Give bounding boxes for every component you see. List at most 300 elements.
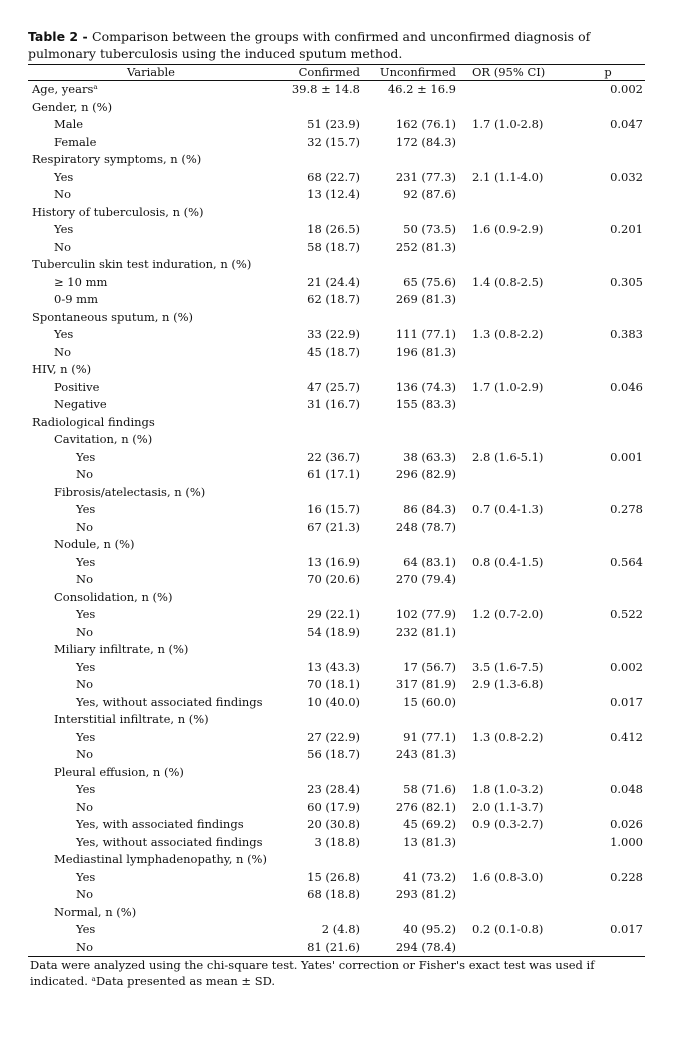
row-label: No (76, 887, 93, 901)
cell-p: 0.002 (610, 82, 643, 96)
cell-confirmed: 16 (15.7) (307, 502, 360, 516)
row-label: Respiratory symptoms, n (%) (32, 152, 202, 166)
table-row (28, 379, 645, 397)
table-row (28, 659, 645, 677)
header-unconfirmed: Unconfirmed (379, 65, 456, 79)
cell-p: 0.522 (610, 607, 643, 621)
row-label: Female (54, 134, 97, 149)
cell-unconfirmed (360, 431, 456, 449)
cell-unconfirmed (360, 484, 456, 502)
cell-p (561, 851, 645, 869)
cell-confirmed: 23 (28.4) (307, 782, 360, 796)
table-row (28, 151, 645, 169)
cell-or: 0.8 (0.4-1.5) (472, 554, 544, 569)
cell-unconfirmed: 46.2 ± 16.9 (387, 82, 456, 96)
cell-unconfirmed (360, 99, 456, 117)
row-label: Yes (76, 607, 96, 621)
row-label: HIV, n (%) (32, 362, 92, 376)
cell-unconfirmed: 41 (73.2) (403, 869, 456, 884)
cell-or: 2.9 (1.3-6.8) (472, 677, 544, 691)
table-row (28, 344, 645, 362)
cell-confirmed: 47 (25.7) (307, 379, 360, 394)
cell-p: 0.383 (610, 327, 643, 341)
cell-or (456, 886, 561, 904)
cell-unconfirmed (360, 904, 456, 922)
table-row (28, 764, 645, 782)
cell-confirmed (274, 641, 360, 659)
cell-or (456, 134, 561, 152)
row-label: Yes, without associated findings (76, 834, 263, 849)
row-label: No (54, 187, 71, 201)
cell-p (561, 711, 645, 729)
header-or: OR (95% CI) (472, 65, 546, 79)
cell-p (561, 344, 645, 362)
cell-or (456, 466, 561, 484)
cell-or (456, 239, 561, 257)
cell-confirmed: 68 (22.7) (307, 169, 360, 184)
cell-unconfirmed: 232 (81.1) (395, 624, 456, 639)
table-row (28, 606, 645, 624)
table-row (28, 239, 645, 257)
row-label: No (76, 519, 93, 534)
table-row (28, 396, 645, 414)
cell-confirmed: 81 (21.6) (307, 939, 360, 954)
cell-or: 2.1 (1.1-4.0) (472, 169, 544, 184)
table-row (28, 869, 645, 887)
header-row (28, 65, 645, 81)
table-row (28, 99, 645, 117)
header-p: p (604, 65, 612, 79)
row-label: Negative (54, 397, 107, 411)
cell-or (456, 81, 561, 99)
row-label: Nodule, n (%) (54, 537, 135, 551)
cell-p (561, 414, 645, 432)
row-label: Interstitial infiltrate, n (%) (54, 712, 209, 726)
cell-or (456, 186, 561, 204)
cell-unconfirmed: 248 (78.7) (395, 519, 456, 534)
cell-or: 0.7 (0.4-1.3) (472, 502, 544, 516)
cell-or (456, 151, 561, 169)
row-label: Fibrosis/atelectasis, n (%) (54, 484, 206, 499)
table-row (28, 81, 645, 99)
cell-unconfirmed: 243 (81.3) (395, 747, 456, 761)
cell-unconfirmed: 293 (81.2) (395, 887, 456, 901)
cell-p (561, 291, 645, 309)
cell-confirmed: 45 (18.7) (307, 344, 360, 359)
cell-confirmed (274, 851, 360, 869)
cell-unconfirmed: 92 (87.6) (403, 187, 456, 201)
cell-unconfirmed (360, 361, 456, 379)
row-label: 0-9 mm (54, 292, 98, 306)
cell-confirmed (274, 764, 360, 782)
cell-confirmed: 56 (18.7) (307, 747, 360, 761)
row-label: Cavitation, n (%) (54, 432, 153, 446)
row-label: Age, yearsᵃ (32, 82, 98, 96)
row-label: No (76, 677, 93, 691)
cell-unconfirmed (360, 851, 456, 869)
table-row (28, 274, 645, 292)
table-row (28, 309, 645, 327)
cell-p: 0.017 (610, 922, 643, 936)
row-label: Pleural effusion, n (%) (54, 764, 184, 779)
row-label: Yes (76, 659, 96, 674)
row-label: Yes (76, 502, 96, 516)
cell-p (561, 519, 645, 537)
cell-confirmed (274, 414, 360, 432)
table-row (28, 449, 645, 467)
table-row (28, 799, 645, 817)
cell-p (561, 746, 645, 764)
cell-or (456, 484, 561, 502)
table-row (28, 326, 645, 344)
cell-p (561, 571, 645, 589)
cell-or (456, 939, 561, 957)
row-label: Consolidation, n (%) (54, 589, 173, 604)
table-row (28, 256, 645, 274)
table-row (28, 466, 645, 484)
header-confirmed: Confirmed (298, 65, 360, 79)
table-row (28, 886, 645, 904)
table-row (28, 414, 645, 432)
cell-unconfirmed: 162 (76.1) (395, 117, 456, 131)
row-label: Yes (76, 729, 96, 744)
cell-or: 2.8 (1.6-5.1) (472, 449, 544, 464)
cell-unconfirmed: 276 (82.1) (395, 799, 456, 814)
cell-confirmed (274, 309, 360, 327)
cell-unconfirmed: 38 (63.3) (403, 449, 456, 464)
cell-or (456, 396, 561, 414)
cell-confirmed: 27 (22.9) (307, 729, 360, 744)
cell-confirmed: 13 (43.3) (307, 659, 360, 674)
cell-or: 1.7 (1.0-2.8) (472, 117, 544, 131)
cell-or (456, 344, 561, 362)
cell-p (561, 99, 645, 117)
cell-p (561, 624, 645, 642)
row-label: Tuberculin skin test induration, n (%) (32, 257, 252, 271)
cell-confirmed (274, 256, 360, 274)
cell-unconfirmed (360, 589, 456, 607)
cell-unconfirmed: 17 (56.7) (403, 659, 456, 674)
row-label: Gender, n (%) (32, 99, 113, 114)
cell-p (561, 466, 645, 484)
table-row (28, 676, 645, 694)
cell-confirmed (274, 536, 360, 554)
cell-unconfirmed: 317 (81.9) (395, 677, 456, 691)
cell-p (561, 886, 645, 904)
cell-p (561, 361, 645, 379)
cell-p: 0.046 (610, 379, 643, 394)
cell-or (456, 851, 561, 869)
cell-p (561, 256, 645, 274)
row-label: Positive (54, 379, 100, 394)
table-row (28, 781, 645, 799)
data-table (28, 65, 645, 956)
cell-unconfirmed: 252 (81.3) (395, 239, 456, 254)
cell-unconfirmed: 102 (77.9) (395, 607, 456, 621)
cell-confirmed: 31 (16.7) (307, 397, 360, 411)
row-label: Spontaneous sputum, n (%) (32, 309, 194, 324)
cell-unconfirmed (360, 414, 456, 432)
cell-or: 2.0 (1.1-3.7) (472, 799, 544, 814)
cell-confirmed (274, 361, 360, 379)
row-label: Yes (54, 327, 74, 341)
row-label: Yes, without associated findings (76, 694, 263, 709)
table-row (28, 624, 645, 642)
row-label: No (54, 239, 71, 254)
table-row (28, 221, 645, 239)
cell-or (456, 431, 561, 449)
cell-or: 1.6 (0.9-2.9) (472, 222, 544, 236)
row-label: Male (54, 117, 84, 131)
cell-or: 1.3 (0.8-2.2) (472, 327, 544, 341)
table-row (28, 834, 645, 852)
cell-confirmed: 21 (24.4) (307, 274, 360, 289)
table-footnote: Data were analyzed using the chi-square test. Yates' correction or Fisher's exact test was used if indicated. ᵃData presented as mean ± SD. (30, 958, 595, 988)
cell-unconfirmed: 45 (69.2) (403, 817, 456, 831)
cell-unconfirmed (360, 204, 456, 222)
table-row (28, 939, 645, 957)
cell-unconfirmed (360, 641, 456, 659)
cell-p (561, 939, 645, 957)
cell-unconfirmed: 270 (79.4) (395, 572, 456, 586)
row-label: Yes, with associated findings (76, 817, 244, 831)
cell-unconfirmed: 136 (74.3) (395, 379, 456, 394)
cell-or: 1.7 (1.0-2.9) (472, 379, 544, 394)
cell-p: 0.002 (610, 659, 643, 674)
cell-p: 1.000 (610, 834, 643, 849)
cell-or: 1.8 (1.0-3.2) (472, 782, 544, 796)
table-row (28, 816, 645, 834)
cell-confirmed: 10 (40.0) (307, 694, 360, 709)
row-label: No (76, 747, 93, 761)
cell-or (456, 519, 561, 537)
table-row (28, 641, 645, 659)
cell-confirmed: 70 (18.1) (307, 677, 360, 691)
cell-unconfirmed: 13 (81.3) (403, 834, 456, 849)
cell-unconfirmed: 269 (81.3) (395, 292, 456, 306)
cell-or (456, 711, 561, 729)
table-document (28, 28, 645, 989)
cell-confirmed: 39.8 ± 14.8 (291, 82, 360, 96)
table-row (28, 501, 645, 519)
row-label: No (76, 624, 93, 639)
cell-confirmed: 33 (22.9) (307, 327, 360, 341)
cell-unconfirmed: 64 (83.1) (403, 554, 456, 569)
cell-unconfirmed: 172 (84.3) (395, 134, 456, 149)
cell-unconfirmed: 15 (60.0) (403, 694, 456, 709)
row-label: No (76, 939, 93, 954)
row-label: ≥ 10 mm (54, 274, 108, 289)
table-row (28, 204, 645, 222)
cell-p (561, 764, 645, 782)
cell-p (561, 431, 645, 449)
row-label: No (76, 467, 93, 481)
cell-or: 3.5 (1.6-7.5) (472, 659, 544, 674)
cell-confirmed (274, 204, 360, 222)
cell-confirmed: 3 (18.8) (314, 834, 360, 849)
table-row (28, 186, 645, 204)
table-caption (28, 28, 645, 62)
cell-p (561, 204, 645, 222)
cell-or (456, 291, 561, 309)
cell-confirmed (274, 151, 360, 169)
cell-p: 0.026 (610, 817, 643, 831)
table-row (28, 134, 645, 152)
table-row (28, 169, 645, 187)
cell-confirmed: 13 (12.4) (307, 187, 360, 201)
cell-unconfirmed: 65 (75.6) (403, 274, 456, 289)
table-row (28, 291, 645, 309)
cell-confirmed: 62 (18.7) (307, 292, 360, 306)
cell-p: 0.017 (610, 694, 643, 709)
table-row (28, 519, 645, 537)
cell-unconfirmed (360, 764, 456, 782)
cell-confirmed: 60 (17.9) (307, 799, 360, 814)
table-row (28, 921, 645, 939)
row-label: Yes (54, 222, 74, 236)
cell-confirmed: 15 (26.8) (307, 869, 360, 884)
cell-p: 0.047 (610, 117, 643, 131)
cell-p (561, 309, 645, 327)
row-label: Yes (76, 869, 96, 884)
cell-unconfirmed: 111 (77.1) (395, 327, 456, 341)
cell-p (561, 536, 645, 554)
cell-or (456, 624, 561, 642)
cell-p: 0.001 (610, 449, 643, 464)
cell-p (561, 484, 645, 502)
row-label: No (76, 572, 93, 586)
cell-or (456, 641, 561, 659)
cell-confirmed (274, 431, 360, 449)
cell-p: 0.412 (610, 729, 643, 744)
row-label: Normal, n (%) (54, 904, 137, 919)
table-row (28, 484, 645, 502)
cell-or: 0.2 (0.1-0.8) (472, 922, 544, 936)
cell-confirmed: 54 (18.9) (307, 624, 360, 639)
cell-confirmed: 29 (22.1) (307, 607, 360, 621)
cell-confirmed: 18 (26.5) (307, 222, 360, 236)
cell-or: 1.2 (0.7-2.0) (472, 607, 544, 621)
cell-confirmed (274, 904, 360, 922)
header-variable: Variable (127, 65, 175, 79)
table-row (28, 694, 645, 712)
cell-unconfirmed: 294 (78.4) (395, 939, 456, 954)
cell-or (456, 256, 561, 274)
cell-p: 0.305 (610, 274, 643, 289)
cell-or (456, 589, 561, 607)
cell-confirmed (274, 589, 360, 607)
cell-unconfirmed (360, 711, 456, 729)
cell-confirmed: 61 (17.1) (307, 467, 360, 481)
row-label: Yes (76, 922, 96, 936)
cell-or (456, 99, 561, 117)
cell-unconfirmed (360, 536, 456, 554)
cell-confirmed: 68 (18.8) (307, 887, 360, 901)
table-row (28, 711, 645, 729)
cell-unconfirmed: 155 (83.3) (395, 397, 456, 411)
cell-confirmed (274, 99, 360, 117)
cell-confirmed: 20 (30.8) (307, 817, 360, 831)
table-row (28, 536, 645, 554)
cell-or (456, 764, 561, 782)
table-row (28, 361, 645, 379)
cell-unconfirmed: 296 (82.9) (395, 467, 456, 481)
row-label: Miliary infiltrate, n (%) (54, 642, 189, 656)
cell-unconfirmed: 86 (84.3) (403, 502, 456, 516)
cell-or (456, 746, 561, 764)
cell-p (561, 641, 645, 659)
cell-confirmed: 13 (16.9) (307, 554, 360, 569)
row-label: No (76, 799, 93, 814)
cell-or (456, 694, 561, 712)
table-row (28, 589, 645, 607)
cell-confirmed: 58 (18.7) (307, 239, 360, 254)
table-row (28, 431, 645, 449)
row-label: No (54, 344, 71, 359)
table-row (28, 746, 645, 764)
cell-p (561, 151, 645, 169)
cell-confirmed: 22 (36.7) (307, 449, 360, 464)
cell-confirmed: 2 (4.8) (321, 922, 360, 936)
row-label: Yes (54, 169, 74, 184)
cell-or (456, 204, 561, 222)
cell-or (456, 361, 561, 379)
cell-or (456, 536, 561, 554)
cell-or: 1.6 (0.8-3.0) (472, 869, 544, 884)
cell-p (561, 799, 645, 817)
cell-confirmed: 67 (21.3) (307, 519, 360, 534)
row-label: Mediastinal lymphadenopathy, n (%) (54, 852, 267, 866)
cell-or: 0.9 (0.3-2.7) (472, 817, 544, 831)
cell-unconfirmed: 91 (77.1) (403, 729, 456, 744)
table-row (28, 554, 645, 572)
table-row (28, 729, 645, 747)
cell-p: 0.048 (610, 782, 643, 796)
cell-p: 0.201 (610, 222, 643, 236)
cell-or (456, 571, 561, 589)
table-body (28, 81, 645, 957)
caption-text: Comparison between the groups with confirmed and unconfirmed diagnosis of pulmonary tuberculosis using the induced sputum method. (28, 29, 591, 61)
row-label: History of tuberculosis, n (%) (32, 204, 204, 219)
cell-p: 0.032 (610, 169, 643, 184)
cell-p (561, 134, 645, 152)
cell-or (456, 414, 561, 432)
cell-or (456, 834, 561, 852)
cell-p: 0.228 (610, 869, 643, 884)
cell-unconfirmed (360, 151, 456, 169)
cell-confirmed: 70 (20.6) (307, 572, 360, 586)
table-row (28, 904, 645, 922)
cell-p (561, 589, 645, 607)
cell-p (561, 186, 645, 204)
cell-or (456, 309, 561, 327)
table-row (28, 116, 645, 134)
cell-p: 0.278 (610, 502, 643, 516)
cell-or: 1.3 (0.8-2.2) (472, 729, 544, 744)
row-label: Yes (76, 449, 96, 464)
cell-confirmed: 32 (15.7) (307, 134, 360, 149)
row-label: Radiological findings (32, 414, 155, 429)
cell-unconfirmed: 58 (71.6) (403, 782, 456, 796)
cell-confirmed (274, 711, 360, 729)
table-label: Table 2 - (28, 29, 93, 44)
row-label: Yes (76, 554, 96, 569)
row-label: Yes (76, 782, 96, 796)
cell-unconfirmed (360, 256, 456, 274)
cell-confirmed: 51 (23.9) (307, 117, 360, 131)
cell-p (561, 676, 645, 694)
cell-unconfirmed: 231 (77.3) (395, 169, 456, 184)
